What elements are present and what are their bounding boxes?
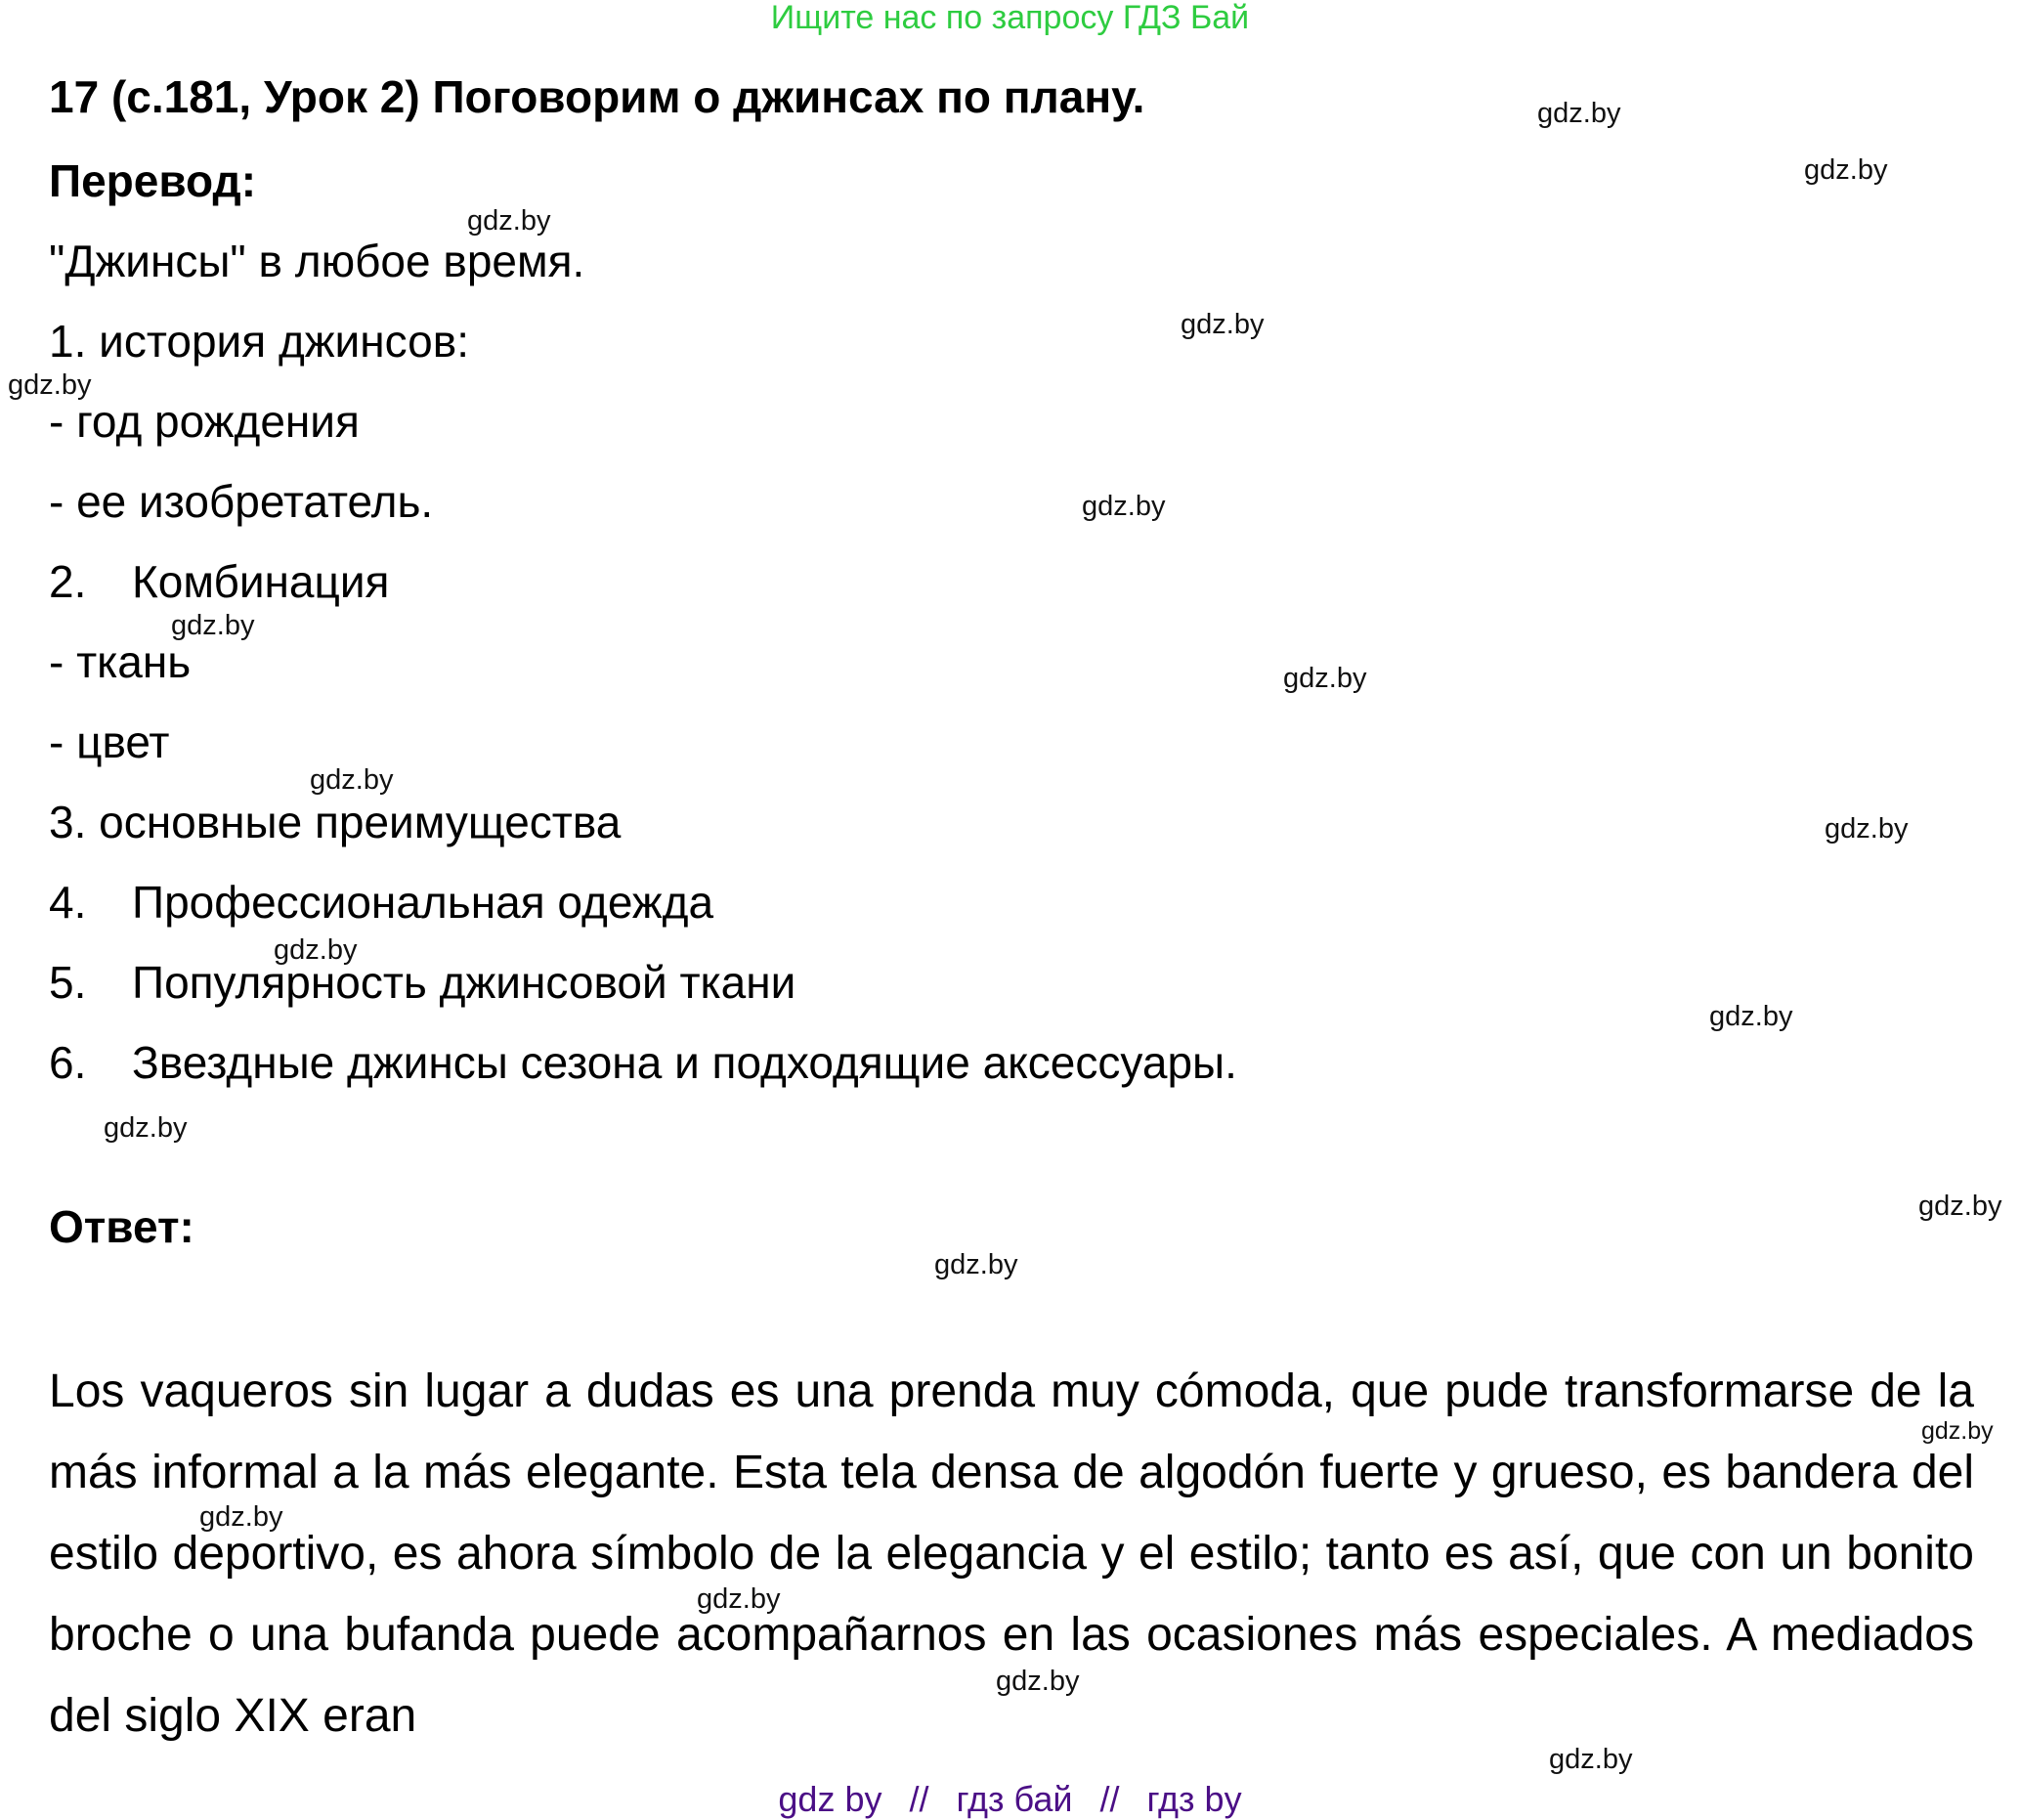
answer-heading: Ответ: [49, 1201, 194, 1252]
page-title: 17 (с.181, Урок 2) Поговорим о джинсах по плану. [49, 71, 1145, 122]
translation-line: 4. Профессиональная одежда [49, 877, 714, 928]
watermark: gdz.by [8, 369, 92, 401]
watermark: gdz.by [104, 1112, 188, 1144]
translation-line: "Джинсы" в любое время. [49, 236, 585, 286]
footer-gdz-by: gdz by [778, 1779, 882, 1819]
watermark: gdz.by [1549, 1744, 1633, 1775]
answer-paragraph: Los vaqueros sin lugar a dudas es una prenda muy cómoda, que pude transformarse de la más informal a la más elegante. Esta tela densa de algodón fuerte y grueso, es bandera del estilo deportivo, es ahora símbolo de la elegancia y el estilo; tanto es así, que con un bonito broche o una bufanda puede acompañarnos en las ocasiones más especiales. A mediados del siglo XIX eran [49, 1365, 1974, 1742]
watermark: gdz.by [171, 610, 255, 641]
watermark: gdz.by [996, 1666, 1080, 1697]
footer-gdz-bai: гдз бай [956, 1779, 1073, 1819]
footer-gdz-by-cyr: гдз by [1146, 1779, 1242, 1819]
translation-line: - ткань [49, 636, 192, 687]
translation-line: - цвет [49, 716, 170, 767]
watermark: gdz.by [1825, 813, 1909, 845]
watermark: gdz.by [1537, 98, 1621, 129]
watermark: gdz.by [1921, 1417, 1994, 1445]
watermark: gdz.by [934, 1249, 1018, 1280]
footer-separator: // [1099, 1779, 1120, 1819]
footer-links [0, 1779, 2020, 1820]
translation-line: 2. Комбинация [49, 556, 390, 607]
watermark: gdz.by [1181, 309, 1265, 340]
translation-line: 5. Популярность джинсовой ткани [49, 957, 796, 1008]
watermark: gdz.by [1082, 491, 1166, 522]
watermark: gdz.by [310, 764, 394, 796]
watermark: gdz.by [1283, 663, 1367, 694]
translation-line: - год рождения [49, 396, 360, 447]
watermark: gdz.by [274, 934, 358, 966]
translation-line: 3. основные преимущества [49, 797, 622, 847]
watermark: gdz.by [199, 1501, 283, 1533]
watermark: gdz.by [467, 205, 551, 237]
search-banner: Ищите нас по запросу ГДЗ Бай [770, 0, 1250, 36]
translation-line: 1. история джинсов: [49, 316, 469, 367]
translation-heading: Перевод: [49, 155, 257, 206]
watermark: gdz.by [697, 1583, 781, 1615]
watermark: gdz.by [1709, 1001, 1793, 1032]
watermark: gdz.by [1804, 154, 1888, 186]
footer-separator: // [909, 1779, 929, 1819]
translation-line: 6. Звездные джинсы сезона и подходящие аксессуары. [49, 1037, 1237, 1088]
translation-line: - ее изобретатель. [49, 476, 434, 527]
watermark: gdz.by [1918, 1191, 2002, 1222]
